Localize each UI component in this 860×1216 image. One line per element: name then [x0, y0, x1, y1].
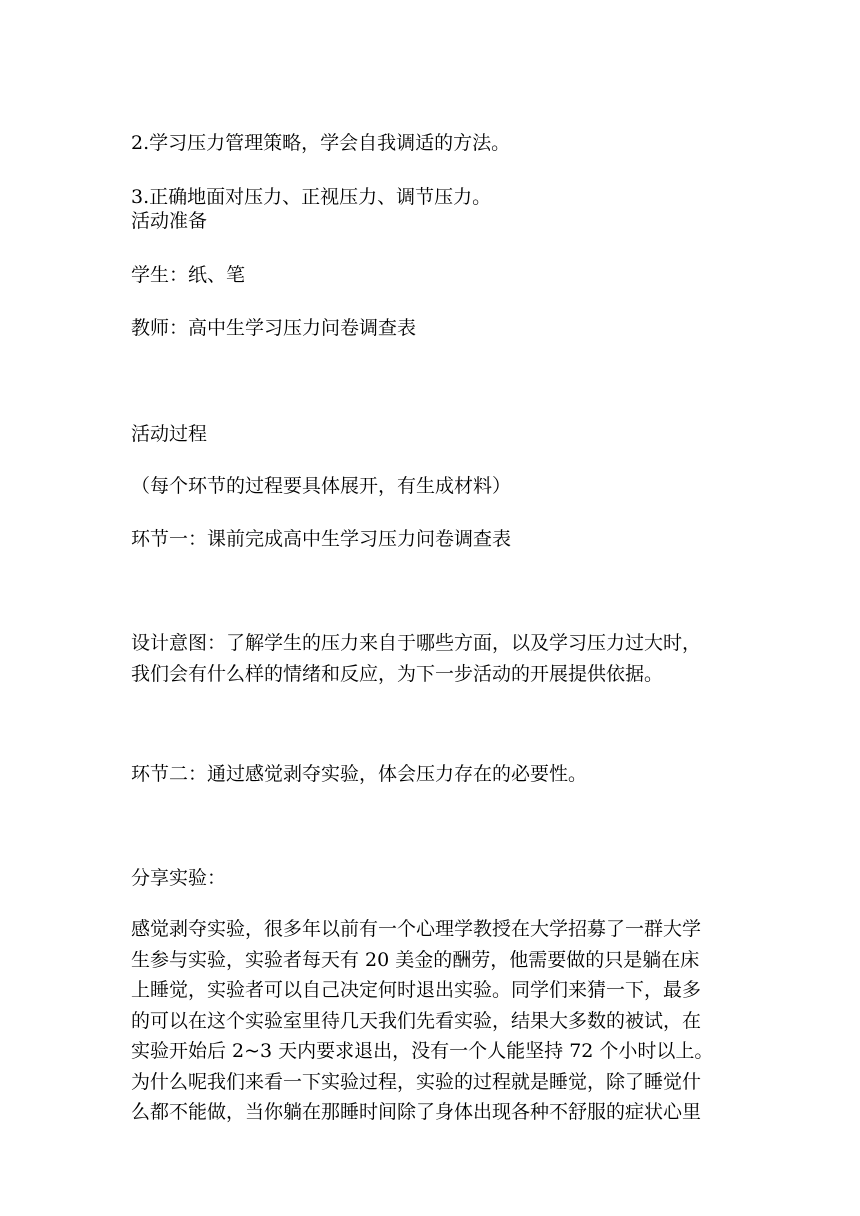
paragraph-line: 么都不能做，当你躺在那睡时间除了身体出现各种不舒服的症状心里: [131, 1101, 702, 1123]
paragraph-line: 上睡觉，实验者可以自己决定何时退出实验。同学们来猜一下，最多: [131, 979, 702, 1001]
paragraph-line: 生参与实验，实验者每天有 20 美金的酬劳，他需要做的只是躺在床: [131, 948, 700, 971]
paragraph-line: 的可以在这个实验室里待几天我们先看实验，结果大多数的被试，在: [131, 1009, 702, 1032]
step-1-design-intent: [131, 628, 741, 689]
section-heading-process: 活动过程: [131, 423, 208, 445]
experiment-paragraph: [131, 914, 741, 1128]
goal-item-3: 3.正确地面对压力、正视压力、调节压力。: [131, 186, 492, 208]
step-1-title: 环节一：课前完成高中生学习压力问卷调查表: [131, 528, 512, 550]
paragraph-line: 感觉剥夺实验，很多年以前有一个心理学教授在大学招募了一群大学: [131, 918, 702, 940]
share-experiment-heading: 分享实验：: [131, 867, 227, 889]
section-heading-preparation: 活动准备: [131, 210, 208, 232]
paragraph-line: 设计意图：了解学生的压力来自于哪些方面，以及学习压力过大时，: [131, 632, 702, 654]
paragraph-line: 我们会有什么样的情绪和反应，为下一步活动的开展提供依据。: [131, 662, 664, 685]
process-note: （每个环节的过程要具体展开，有生成材料）: [131, 475, 512, 497]
paragraph-line: 实验开始后 2~3 天内要求退出，没有一个人能坚持 72 个小时以上。: [131, 1040, 714, 1062]
paragraph-line: 为什么呢我们来看一下实验过程，实验的过程就是睡觉，除了睡觉什: [131, 1070, 702, 1093]
step-2-title: 环节二：通过感觉剥夺实验，体会压力存在的必要性。: [131, 763, 588, 785]
goal-item-2: 2.学习压力管理策略，学会自我调适的方法。: [131, 132, 511, 154]
prep-students: 学生：纸、笔: [131, 264, 246, 286]
prep-teacher: 教师：高中生学习压力问卷调查表: [131, 317, 417, 339]
